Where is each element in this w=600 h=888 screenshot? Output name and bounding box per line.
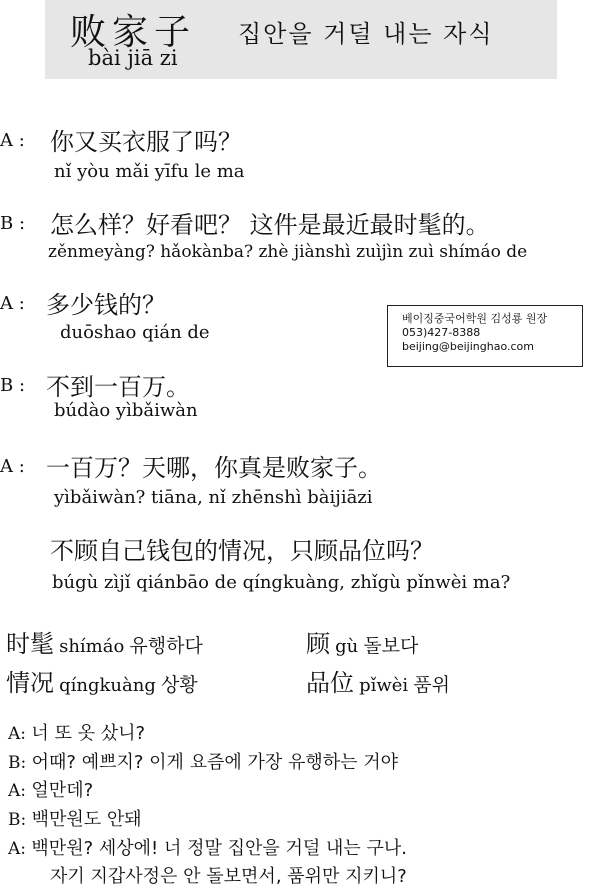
vocab-pinyin: qíngkuàng — [59, 675, 156, 696]
translation-line — [8, 805, 142, 831]
translation-text: 얼만데? — [31, 780, 94, 801]
translation-text: 어때? 예쁘지? 이게 요즘에 가장 유행하는 거야 — [31, 752, 399, 773]
colon: : — [13, 375, 26, 396]
colon: : — [13, 456, 25, 477]
vocab-chinese: 时髦 — [6, 630, 54, 658]
vocab-item — [6, 663, 198, 698]
dialogue-chinese: 你又买衣服了吗？ — [50, 128, 242, 156]
dialogue-chinese: 一百万？天哪，你真是败家子。 — [46, 454, 382, 482]
translation-text: 자기 지갑사정은 안 돌보면서, 품위만 지키니? — [50, 866, 407, 887]
dialogue-pinyin: zěnmeyàng? hǎokànba? zhè jiànshì zuìjìn zuì shímáo de — [48, 242, 528, 262]
colon: : — [13, 213, 26, 234]
title-pinyin: bài jiā zi — [88, 46, 178, 70]
colon: : — [20, 753, 32, 773]
speaker-letter: B — [0, 375, 14, 396]
vocab-korean: 유행하다 — [129, 635, 203, 657]
colon: : — [13, 293, 25, 314]
dialogue-pinyin: nǐ yòu mǎi yīfu le ma — [54, 161, 245, 182]
dialogue-chinese: 多少钱的？ — [46, 291, 166, 319]
contact-card — [387, 305, 583, 367]
vocab-pinyin: gù — [335, 636, 359, 657]
dialogue-pinyin: búdào yìbǎiwàn — [54, 400, 198, 421]
colon: : — [13, 130, 25, 151]
title-korean: 집안을 거덜 내는 자식 — [238, 20, 494, 48]
translation-line — [8, 719, 145, 745]
dialogue-pinyin: yìbǎiwàn? tiāna, nǐ zhēnshì bàijiāzi — [54, 487, 373, 508]
translation-speaker: B — [8, 753, 21, 773]
vocab-korean: 돌보다 — [363, 635, 419, 657]
translation-line — [8, 748, 398, 774]
speaker-letter: A — [0, 456, 13, 477]
translation-speaker: A — [8, 839, 21, 859]
vocab-korean: 품위 — [413, 674, 451, 696]
vocab-chinese: 顾 — [306, 630, 330, 658]
translation-line — [8, 776, 93, 802]
vocab-item — [306, 663, 450, 698]
speaker-letter: A — [0, 130, 13, 151]
translation-speaker: A — [8, 781, 21, 801]
contact-name: 베이징중국어학원 김성룡 원장 — [402, 312, 548, 325]
translation-speaker: B — [8, 810, 21, 830]
contact-phone: 053)427-8388 — [402, 326, 481, 339]
speaker-label — [0, 456, 25, 477]
colon: : — [20, 810, 32, 830]
vocab-pinyin: pǐwèi — [359, 675, 409, 696]
colon: : — [20, 839, 32, 859]
vocab-item — [6, 624, 203, 659]
dialogue-chinese: 不顾自己钱包的情况，只顾品位吗？ — [50, 537, 434, 565]
translation-text: 백만원도 안돼 — [31, 809, 142, 830]
vocab-korean: 상황 — [160, 674, 198, 696]
title-chinese: 败家子 — [70, 12, 197, 53]
speaker-label — [0, 293, 25, 314]
vocab-item — [306, 624, 418, 659]
translation-speaker: A — [8, 724, 21, 744]
dialogue-chinese: 不到一百万。 — [46, 373, 190, 401]
vocab-chinese: 情况 — [6, 669, 54, 697]
translation-line — [8, 834, 407, 860]
dialogue-pinyin: duōshao qián de — [60, 322, 210, 343]
speaker-label — [0, 375, 25, 396]
translation-text: 백만원? 세상에! 너 정말 집안을 거덜 내는 구나. — [31, 838, 407, 859]
colon: : — [20, 781, 32, 801]
colon: : — [20, 724, 32, 744]
vocab-chinese: 品位 — [306, 669, 354, 697]
dialogue-pinyin: búgù zìjǐ qiánbāo de qíngkuàng, zhǐgù pǐnwèi ma? — [52, 572, 511, 593]
translation-line — [50, 862, 407, 888]
speaker-letter: B — [0, 213, 14, 234]
speaker-letter: A — [0, 293, 13, 314]
dialogue-chinese: 怎么样？好看吧？ 这件是最近最时髦的。 — [50, 211, 490, 239]
translation-text: 너 또 옷 샀니? — [31, 723, 146, 744]
vocab-pinyin: shímáo — [59, 636, 125, 657]
speaker-label — [0, 130, 25, 151]
speaker-label — [0, 213, 25, 234]
contact-email: beijing@beijinghao.com — [402, 340, 534, 353]
